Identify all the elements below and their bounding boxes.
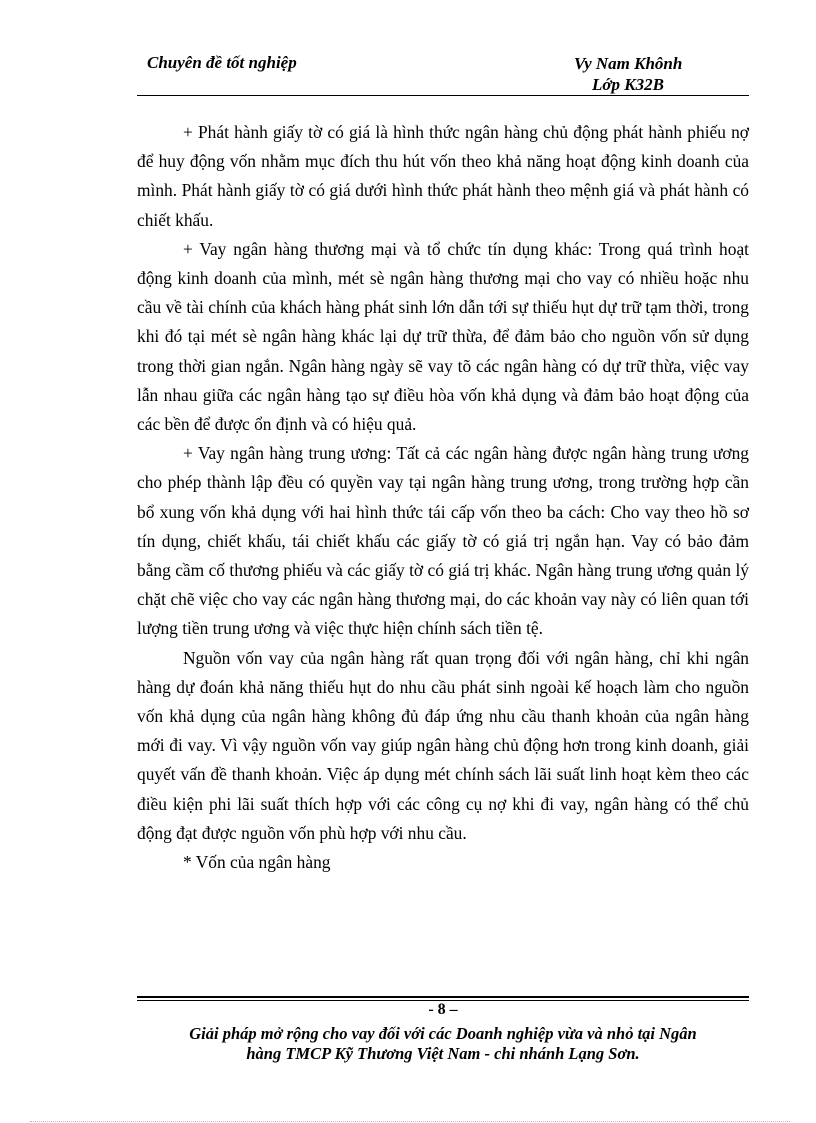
page-edge-dotted-line xyxy=(30,1121,790,1122)
body-text xyxy=(137,118,749,877)
footer-rule-thick xyxy=(137,996,749,998)
paragraph: + Phát hành giấy tờ có giá là hình thức ngân hàng chủ động phát hành phiếu nợ để huy động vốn nhằm mục đích thu hút vốn theo khả năng hoạt động kinh doanh của mình. Phát hành giấy tờ có giá dưới hình thức phát hành theo mệnh giá và phát hành có chiết khấu. xyxy=(137,122,749,230)
section-heading: * Vốn của ngân hàng xyxy=(183,852,331,873)
document-type: Chuyên đề tốt nghiệp xyxy=(147,53,297,72)
footer-title-line-2: hàng TMCP Kỹ Thương Việt Nam - chi nhánh Lạng Sơn. xyxy=(246,1044,640,1063)
author-block xyxy=(574,53,682,95)
footer-title xyxy=(137,1024,749,1064)
paragraph: + Vay ngân hàng trung ương: Tất cả các ngân hàng được ngân hàng trung ương cho phép thành lập đều có quyền vay tại ngân hàng trung ương, trong trường hợp cần bổ xung vốn khả dụng với hai hình thức tái cấp vốn theo ba cách: Cho vay theo hồ sơ tín dụng, chiết khấu, tái chiết khấu các giấy tờ có giá trị ngắn hạn. Vay có bảo đảm bằng cầm cố thương phiếu và các giấy tờ có giá trị khác. Ngân hàng trung ương quản lý chặt chẽ việc cho vay các ngân hàng thương mại, do các khoản vay này có liên quan tới lượng tiền trung ương và việc thực hiện chính sách tiền tệ. xyxy=(137,443,749,639)
header-rule xyxy=(137,95,749,96)
page-header xyxy=(137,50,749,96)
paragraph: + Vay ngân hàng thương mại và tổ chức tín dụng khác: Trong quá trình hoạt động kinh doanh của mình, mét sè ngân hàng thương mại cho vay có nhiều hoặc nhu cầu về tài chính của khách hàng phát sinh lớn dẫn tới sự thiếu hụt dự trữ tạm thời, trong khi đó tại mét sè ngân hàng khác lại dự trữ thừa, để đảm bảo cho nguồn vốn sử dụng trong thời gian ngắn. Ngân hàng ngày sẽ vay tõ các ngân hàng có dự trữ thừa, việc vay lẫn nhau giữa các ngân hàng tạo sự điều hòa vốn khả dụng và đảm bảo hoạt động của các bền để được ổn định và có hiệu quả. xyxy=(137,238,749,435)
author-name: Vy Nam Khônh xyxy=(574,54,683,73)
footer-title-line-1: Giải pháp mở rộng cho vay đối với các Doanh nghiệp vừa và nhỏ tại Ngân xyxy=(189,1024,697,1043)
class-name: Lớp K32B xyxy=(592,75,664,94)
paragraph: Nguồn vốn vay của ngân hàng rất quan trọng đối với ngân hàng, chỉ khi ngân hàng dự đoán khả năng thiếu hụt do nhu cầu phát sinh ngoài kế hoạch làm cho nguồn vốn khả dụng của ngân hàng không đủ đáp ứng nhu cầu thanh khoản của ngân hàng mới đi vay. Vì vậy nguồn vốn vay giúp ngân hàng chủ động hơn trong kinh doanh, giải quyết vấn đề thanh khoản. Việc áp dụng mét chính sách lãi suất linh hoạt kèm theo các điều kiện phi lãi suất thích hợp với các công cụ nợ khi đi vay, ngân hàng có thể chủ động đạt được nguồn vốn phù hợp với nhu cầu. xyxy=(137,647,749,843)
page-number: - 8 – xyxy=(428,1001,458,1018)
